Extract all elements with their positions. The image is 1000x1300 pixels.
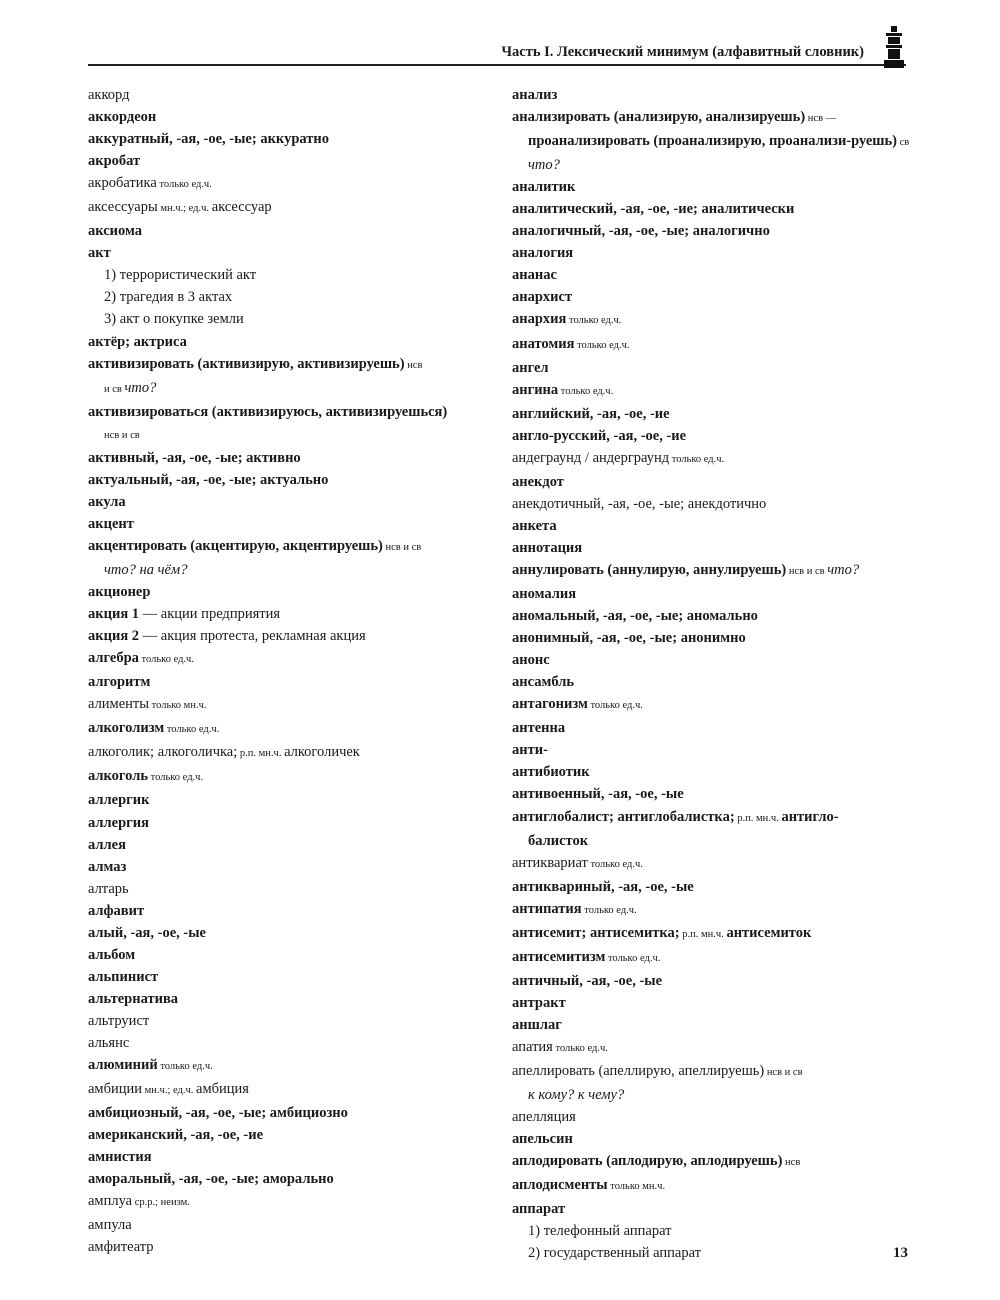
entry-text: акула xyxy=(88,493,126,510)
dictionary-entry xyxy=(88,581,498,603)
dictionary-entry xyxy=(512,1014,912,1036)
entry-text: балисток xyxy=(528,832,589,849)
entry-text: 1) телефонный аппарат xyxy=(528,1223,672,1240)
entry-text: антенна xyxy=(512,720,566,737)
entry-text: акцент xyxy=(88,515,134,532)
entry-text: алкоголизм xyxy=(88,720,165,737)
entry-text: амбиция xyxy=(196,1081,249,1098)
entry-text: аксиома xyxy=(88,223,143,240)
dictionary-entry xyxy=(512,649,912,671)
entry-text: американский, -ая, -ое, -ие xyxy=(88,1127,264,1144)
grammar-note: нсв xyxy=(782,1157,801,1169)
dictionary-entry xyxy=(88,447,498,469)
entry-text: антиквариат xyxy=(512,854,588,871)
entry-text: аллергия xyxy=(88,814,149,831)
left-column xyxy=(88,84,498,1258)
grammar-note: р.п. мн.ч. xyxy=(679,928,727,940)
entry-text: акт xyxy=(88,245,111,262)
entry-text: аллея xyxy=(88,836,126,853)
dictionary-entry xyxy=(88,1054,498,1078)
dictionary-entry xyxy=(512,559,912,583)
entry-text: аналитик xyxy=(512,179,576,196)
grammar-note: только ед.ч. xyxy=(148,772,204,784)
dictionary-entry xyxy=(512,946,912,970)
entry-text: апелляция xyxy=(512,1109,576,1126)
dictionary-entry xyxy=(512,992,912,1014)
usage-note: что? на чём? xyxy=(104,561,188,578)
entry-continuation xyxy=(88,423,498,447)
entry-continuation xyxy=(512,130,912,176)
grammar-note: р.п. мн.ч. xyxy=(734,812,782,824)
dictionary-entry xyxy=(88,1078,498,1102)
entry-text: актуальный, -ая, -ое, -ые; актуально xyxy=(88,471,329,488)
dictionary-entry xyxy=(512,425,912,447)
dictionary-entry xyxy=(88,1010,498,1032)
dictionary-entry xyxy=(512,471,912,493)
dictionary-entry xyxy=(512,1060,912,1106)
grammar-note: только ед.ч. xyxy=(138,654,194,666)
dictionary-entry xyxy=(88,966,498,988)
entry-text: акробат xyxy=(88,153,141,170)
dictionary-entry xyxy=(512,605,912,627)
grammar-note: только ед.ч. xyxy=(566,315,622,327)
grammar-note: только ед.ч. xyxy=(156,179,212,191)
dictionary-entry xyxy=(88,128,498,150)
entry-text: аннулировать (аннулирую, аннулируешь) xyxy=(512,561,787,578)
grammar-note: только ед.ч. xyxy=(164,724,220,736)
dictionary-entry xyxy=(512,761,912,783)
dictionary-entry xyxy=(512,1036,912,1060)
entry-text: анекдот xyxy=(512,473,564,490)
entry-text: акция 1 xyxy=(88,606,140,623)
dictionary-entry xyxy=(88,603,498,625)
dictionary-entry xyxy=(512,806,912,852)
dictionary-entry xyxy=(88,1214,498,1236)
dictionary-entry xyxy=(88,878,498,900)
entry-text: аксессуары xyxy=(88,199,158,216)
dictionary-entry xyxy=(512,493,912,515)
dictionary-entry xyxy=(512,739,912,761)
entry-text: 1) террористический акт xyxy=(104,267,257,284)
dictionary-entry xyxy=(88,1190,498,1214)
entry-text: алый, -ая, -ое, -ые xyxy=(88,924,206,941)
entry-text: англо-русский, -ая, -ое, -ие xyxy=(512,427,687,444)
dictionary-entry xyxy=(88,1236,498,1258)
entry-text: амплуа xyxy=(88,1193,133,1210)
dictionary-entry xyxy=(88,647,498,671)
entry-text: антагонизм xyxy=(512,696,588,713)
dictionary-entry xyxy=(512,627,912,649)
entry-text: алкоголик; алкоголичка; xyxy=(88,744,238,761)
dictionary-entry xyxy=(512,198,912,220)
grammar-note: только ед.ч. xyxy=(574,339,630,351)
dictionary-entry xyxy=(88,834,498,856)
entry-text: актёр; актриса xyxy=(88,333,187,350)
entry-text: амбиции xyxy=(88,1081,143,1098)
dictionary-entry xyxy=(512,970,912,992)
usage-note: что? xyxy=(827,561,860,578)
dictionary-entry xyxy=(512,176,912,198)
entry-text: аннотация xyxy=(512,539,583,556)
dictionary-entry xyxy=(512,1174,912,1198)
grammar-note: нсв и св xyxy=(786,565,828,577)
entry-text: аплодисменты xyxy=(512,1177,608,1194)
entry-text: антигло- xyxy=(781,808,839,825)
entry-text: 2) трагедия в 3 актах xyxy=(104,289,233,306)
dictionary-entry xyxy=(88,1102,498,1124)
dictionary-entry xyxy=(88,172,498,196)
grammar-note: св xyxy=(897,137,910,149)
entry-continuation xyxy=(88,559,498,581)
entry-text: английский, -ая, -ое, -ие xyxy=(512,405,670,422)
dictionary-entry xyxy=(512,357,912,379)
entry-text: активизировать (активизирую, активизируешь) xyxy=(88,355,405,372)
dictionary-entry xyxy=(88,717,498,741)
grammar-note: нсв xyxy=(404,359,423,371)
dictionary-entry xyxy=(512,1106,912,1128)
grammar-note: ср.р.; неизм. xyxy=(132,1197,190,1209)
grammar-note: только ед.ч. xyxy=(605,952,661,964)
grammar-note: и св xyxy=(104,383,125,395)
dictionary-entry xyxy=(88,988,498,1010)
dictionary-entry xyxy=(512,286,912,308)
entry-text: анонимный, -ая, -ое, -ые; анонимно xyxy=(512,630,746,647)
dictionary-entry xyxy=(88,922,498,944)
entry-text: антисемиток xyxy=(726,924,812,941)
entry-text: 2) государственный аппарат xyxy=(528,1245,702,1262)
entry-text: антисемит; антисемитка; xyxy=(512,924,680,941)
dictionary-entry xyxy=(512,693,912,717)
entry-text: 3) акт о покупке земли xyxy=(104,311,244,328)
dictionary-entry xyxy=(88,469,498,491)
entry-text: апатия xyxy=(512,1038,553,1055)
grammar-note: только ед.ч. xyxy=(552,1042,608,1054)
grammar-note: нсв и св xyxy=(764,1067,803,1079)
entry-text: анонс xyxy=(512,652,550,669)
entry-text: апельсин xyxy=(512,1131,573,1148)
entry-text: анализ xyxy=(512,87,558,103)
entry-text: аксессуар xyxy=(211,199,272,216)
entry-text: антиквариный, -ая, -ое, -ые xyxy=(512,878,694,895)
dictionary-entry xyxy=(512,898,912,922)
entry-text: альбом xyxy=(88,946,136,963)
dictionary-entry xyxy=(512,852,912,876)
entry-text: амбициозный, -ая, -ое, -ые; амбициозно xyxy=(88,1105,348,1122)
dictionary-entry xyxy=(512,403,912,425)
dictionary-entry xyxy=(512,717,912,739)
entry-text: аналогичный, -ая, -ое, -ые; аналогично xyxy=(512,223,770,240)
dictionary-entry xyxy=(88,196,498,220)
dictionary-entry xyxy=(512,1150,912,1174)
entry-text: амфитеатр xyxy=(88,1239,154,1256)
dictionary-entry xyxy=(512,783,912,805)
dictionary-entry xyxy=(88,1124,498,1146)
dictionary-entry xyxy=(512,242,912,264)
publisher-emblem-icon xyxy=(882,24,906,70)
dictionary-entry xyxy=(512,379,912,403)
entry-text: античный, -ая, -ое, -ые xyxy=(512,972,663,989)
entry-text: антиглобалист; антиглобалистка; xyxy=(512,808,735,825)
entry-text: анархист xyxy=(512,289,573,306)
entry-text: активный, -ая, -ое, -ые; активно xyxy=(88,449,301,466)
dictionary-entry xyxy=(512,515,912,537)
dictionary-entry xyxy=(88,812,498,834)
entry-text: — акция протеста, рекламная акция xyxy=(139,628,366,645)
grammar-note: нсв и св xyxy=(382,541,422,553)
dictionary-entry xyxy=(512,537,912,559)
entry-text: аморальный, -ая, -ое, -ые; аморально xyxy=(88,1171,334,1188)
entry-text: антракт xyxy=(512,994,566,1011)
dictionary-entry xyxy=(512,264,912,286)
entry-text: акцентировать (акцентирую, акцентируешь) xyxy=(88,537,383,554)
dictionary-entry xyxy=(88,944,498,966)
entry-text: апеллировать (апеллирую, апеллируешь) xyxy=(512,1063,765,1080)
dictionary-entry xyxy=(88,900,498,922)
entry-text: ампула xyxy=(88,1217,132,1234)
dictionary-entry xyxy=(88,856,498,878)
entry-text: аккуратный, -ая, -ое, -ые; аккуратно xyxy=(88,131,329,148)
usage-note: что? xyxy=(528,157,560,174)
dictionary-entry xyxy=(88,513,498,535)
entry-text: проанализировать (проанализирую, проанализи-руешь) xyxy=(528,133,897,150)
entry-text: алкоголь xyxy=(88,768,149,785)
entry-text: антипатия xyxy=(512,900,582,917)
entry-text: аккорд xyxy=(88,87,130,103)
entry-text: аллергик xyxy=(88,792,150,809)
entry-text: алфавит xyxy=(88,902,145,919)
grammar-note: только ед.ч. xyxy=(587,858,643,870)
entry-text: антисемитизм xyxy=(512,948,606,965)
entry-text: аномалия xyxy=(512,586,577,603)
entry-text: акция 2 xyxy=(88,628,140,645)
dictionary-entry xyxy=(512,671,912,693)
entry-text: алгоритм xyxy=(88,674,151,691)
entry-continuation xyxy=(512,1084,912,1106)
dictionary-entry xyxy=(512,333,912,357)
entry-text: андеграунд / андерграунд xyxy=(512,449,670,466)
page-number: 13 xyxy=(893,1245,908,1261)
entry-text: анекдотичный, -ая, -ое, -ые; анекдотично xyxy=(512,495,767,512)
dictionary-entry xyxy=(88,741,498,765)
dictionary-entry xyxy=(512,1128,912,1150)
dictionary-entry xyxy=(88,242,498,264)
dictionary-entry xyxy=(88,789,498,811)
entry-text: анкета xyxy=(512,517,557,534)
grammar-note: р.п. мн.ч. xyxy=(237,748,285,760)
entry-text: алгебра xyxy=(88,650,139,667)
dictionary-entry xyxy=(88,625,498,647)
header-title: Часть I. Лексический минимум (алфавитный словник) xyxy=(501,44,864,60)
entry-text: аккордеон xyxy=(88,109,157,126)
entry-text: аналитический, -ая, -ое, -ие; аналитически xyxy=(512,201,795,218)
dictionary-entry xyxy=(88,671,498,693)
entry-text: алкоголичек xyxy=(284,744,360,761)
dictionary-entry xyxy=(512,1220,912,1242)
entry-text: активизироваться (активизируюсь, активизируешься) xyxy=(88,403,448,420)
entry-text: альянс xyxy=(88,1034,130,1051)
dictionary-entry xyxy=(88,353,498,401)
entry-text: альтруист xyxy=(88,1012,150,1029)
dictionary-entry xyxy=(88,765,498,789)
entry-text: анализировать (анализирую, анализируешь) xyxy=(512,109,806,126)
dictionary-entry xyxy=(88,286,498,308)
dictionary-entry xyxy=(88,84,498,106)
entry-text: алименты xyxy=(88,696,150,713)
dictionary-entry xyxy=(88,491,498,513)
dictionary-entry xyxy=(512,220,912,242)
entry-text: альтернатива xyxy=(88,990,179,1007)
grammar-note: только ед.ч. xyxy=(669,453,725,465)
dictionary-entry xyxy=(88,1146,498,1168)
dictionary-entry xyxy=(88,1168,498,1190)
grammar-note: нсв и св xyxy=(104,429,140,441)
dictionary-entry xyxy=(512,1242,912,1264)
entry-text: альпинист xyxy=(88,968,159,985)
grammar-note: мн.ч.; ед.ч. xyxy=(142,1085,197,1097)
dictionary-entry xyxy=(88,693,498,717)
entry-text: аномальный, -ая, -ое, -ые; аномально xyxy=(512,608,758,625)
dictionary-entry xyxy=(512,106,912,176)
grammar-note: нсв — xyxy=(805,113,837,125)
grammar-note: только ед.ч. xyxy=(558,385,614,397)
dictionary-entry xyxy=(88,401,498,447)
dictionary-entry xyxy=(88,106,498,128)
usage-note: к кому? к чему? xyxy=(528,1087,625,1104)
entry-text: — акции предприятия xyxy=(139,606,281,623)
dictionary-entry xyxy=(512,922,912,946)
entry-text: антибиотик xyxy=(512,764,590,781)
entry-text: ангина xyxy=(512,381,559,398)
entry-continuation xyxy=(512,830,912,852)
grammar-note: мн.ч.; ед.ч. xyxy=(157,203,212,215)
entry-text: аналогия xyxy=(512,245,574,262)
dictionary-entry xyxy=(88,535,498,581)
entry-continuation xyxy=(88,377,498,401)
entry-text: алтарь xyxy=(88,880,129,897)
entry-text: алюминий xyxy=(88,1057,158,1074)
entry-text: анархия xyxy=(512,311,567,328)
entry-text: ансамбль xyxy=(512,674,575,691)
dictionary-entry xyxy=(88,220,498,242)
dictionary-entry xyxy=(512,308,912,332)
dictionary-entry xyxy=(512,876,912,898)
dictionary-entry xyxy=(88,331,498,353)
running-header xyxy=(88,38,906,66)
grammar-note: только ед.ч. xyxy=(157,1061,213,1073)
dictionary-entry xyxy=(512,583,912,605)
entry-text: амнистия xyxy=(88,1149,152,1166)
dictionary-entry xyxy=(512,447,912,471)
dictionary-entry xyxy=(88,264,498,286)
grammar-note: только мн.ч. xyxy=(149,700,207,712)
entry-text: ангел xyxy=(512,359,549,376)
entry-text: анти- xyxy=(512,742,548,759)
dictionary-entry xyxy=(512,1198,912,1220)
entry-text: алмаз xyxy=(88,858,127,875)
dictionary-entry xyxy=(512,84,912,106)
usage-note: что? xyxy=(124,379,157,396)
dictionary-entry xyxy=(88,150,498,172)
right-column xyxy=(512,84,912,1264)
entry-text: анатомия xyxy=(512,335,575,352)
entry-text: аплодировать (аплодирую, аплодируешь) xyxy=(512,1153,783,1170)
dictionary-entry xyxy=(88,1032,498,1054)
entry-text: акционер xyxy=(88,584,151,601)
grammar-note: только ед.ч. xyxy=(587,700,643,712)
grammar-note: только мн.ч. xyxy=(607,1181,666,1193)
entry-text: аппарат xyxy=(512,1201,566,1218)
entry-text: аншлаг xyxy=(512,1016,562,1033)
entry-text: ананас xyxy=(512,267,557,284)
entry-text: акробатика xyxy=(88,175,157,192)
dictionary-entry xyxy=(88,308,498,330)
grammar-note: только ед.ч. xyxy=(581,904,637,916)
entry-text: антивоенный, -ая, -ое, -ые xyxy=(512,786,684,803)
